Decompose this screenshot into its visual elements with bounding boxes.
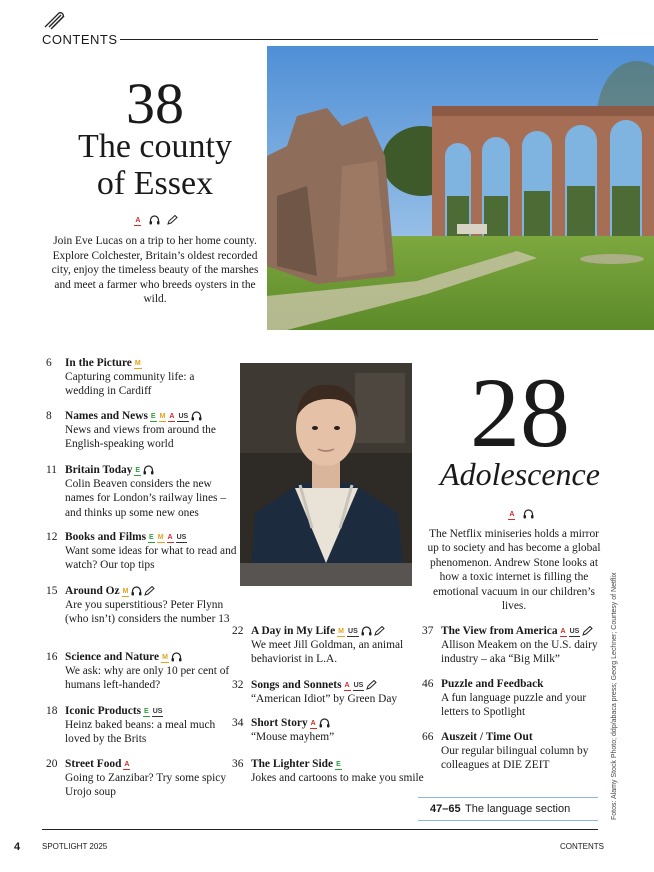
level-badge-m: M xyxy=(134,360,141,367)
header-rule xyxy=(120,39,598,40)
feature-page-number: 38 xyxy=(126,71,184,136)
level-badge-m: M xyxy=(338,628,345,635)
entry-description: Going to Zanzibar? Try some spicy Urojo soup xyxy=(65,772,227,799)
level-badge-a: A xyxy=(167,534,173,541)
level-badge-a: A xyxy=(135,217,141,224)
feature-description: The Netflix miniseries holds a mirror up to society and has become a global phenomenon. Andrew Stone looks at how a toxic internet is filling the emotional vacuum in our children’s lives. xyxy=(427,528,601,613)
level-badge-a: A xyxy=(509,511,515,518)
headphones-icon xyxy=(319,718,330,728)
entry-title: Names and News xyxy=(65,410,148,422)
entry-description: We ask: why are only 10 per cent of humans left-handed? xyxy=(65,665,230,692)
headphones-icon xyxy=(149,215,160,225)
pencil-icon xyxy=(374,626,385,636)
entry-description: News and views from around the English-speaking world xyxy=(65,424,216,451)
level-badge-us: US xyxy=(176,534,187,541)
level-badge-m: M xyxy=(122,588,129,595)
magazine-name: SPOTLIGHT 2025 xyxy=(42,842,108,851)
headphones-icon xyxy=(361,626,372,636)
entry-page-number: 46 xyxy=(422,678,434,690)
headphones-icon xyxy=(191,411,202,421)
entry-page-number: 66 xyxy=(422,731,434,743)
colchester-ruins-photo xyxy=(267,46,654,330)
pencil-icon xyxy=(582,626,593,636)
adolescence-still-photo xyxy=(240,363,412,586)
level-badge-a: A xyxy=(310,720,316,727)
feature-page-number: 28 xyxy=(470,357,570,468)
page-number: 4 xyxy=(14,841,21,853)
level-badge-m: M xyxy=(157,534,164,541)
entry-page-number: 34 xyxy=(232,717,244,729)
entry-description: Allison Meakem on the U.S. dairy industry – aka “Big Milk” xyxy=(441,639,598,666)
entry-title: Street Food xyxy=(65,758,122,770)
entry-page-number: 20 xyxy=(46,758,58,770)
entry-title: Britain Today xyxy=(65,464,133,476)
language-section-label: The language section xyxy=(465,803,571,815)
entry-page-number: 11 xyxy=(46,464,57,476)
entry-description: Our regular bilingual column by colleagues at DIE ZEIT xyxy=(441,745,589,772)
paperclip-logo-icon xyxy=(42,10,68,30)
headphones-icon xyxy=(143,465,154,475)
level-badge-e: E xyxy=(144,708,149,715)
entry-title: The View from America xyxy=(441,625,558,637)
language-section-range: 47–65 xyxy=(430,803,461,815)
entry-page-number: 8 xyxy=(46,410,52,422)
entry-title: Puzzle and Feedback xyxy=(441,678,544,690)
level-badge-e: E xyxy=(135,467,141,474)
feature-level-icons xyxy=(105,208,205,227)
entry-title: Auszeit / Time Out xyxy=(441,731,533,743)
entry-title: In the Picture xyxy=(65,357,132,369)
feature-title: Adolescence xyxy=(440,456,600,492)
entry-page-number: 16 xyxy=(46,651,58,663)
entry-description: “Mouse mayhem” xyxy=(251,731,335,744)
level-badge-m: M xyxy=(162,654,168,661)
headphones-icon xyxy=(523,509,534,519)
level-badge-a: A xyxy=(169,413,175,420)
entry-description: Are you superstitious? Peter Flynn (who isn’t) considers the number 13 xyxy=(65,599,230,626)
pencil-icon xyxy=(167,215,178,225)
level-badge-e: E xyxy=(150,413,156,420)
level-badge-e: E xyxy=(149,534,154,541)
entry-description: A fun language puzzle and your letters to Spotlight xyxy=(441,692,587,719)
headphones-icon xyxy=(131,586,142,596)
entry-page-number: 36 xyxy=(232,758,244,770)
entry-page-number: 37 xyxy=(422,625,434,637)
level-badge-a: A xyxy=(124,761,130,768)
headphones-icon xyxy=(171,652,182,662)
level-badge-us: US xyxy=(569,628,580,635)
entry-description: “American Idiot” by Green Day xyxy=(251,693,398,706)
entry-title: Iconic Products xyxy=(65,705,142,717)
feature-title-line: of Essex xyxy=(96,165,214,202)
pencil-icon xyxy=(144,586,155,596)
feature-description: Join Eve Lucas on a trip to her home county. Explore Colchester, Britain’s oldest recorded city, enjoy the timeless beauty of the marshes and meet a farmer who breeds oysters in the wild. xyxy=(51,235,259,306)
entry-description: Capturing community life: a wedding in Cardiff xyxy=(65,371,195,398)
section-label: CONTENTS xyxy=(42,32,118,47)
feature-title xyxy=(60,128,250,202)
level-badge-us: US xyxy=(178,413,189,420)
level-badge-a: A xyxy=(560,628,566,635)
entry-description: We meet Jill Goldman, an animal behaviorist in L.A. xyxy=(251,639,404,666)
entry-description: Want some ideas for what to read and watch? Our top tips xyxy=(65,545,237,572)
level-badge-m: M xyxy=(159,413,166,420)
section-name: CONTENTS xyxy=(560,842,604,851)
level-badge-us: US xyxy=(348,628,358,635)
entry-page-number: 15 xyxy=(46,585,58,597)
entry-title: Around Oz xyxy=(65,585,120,597)
entry-title: Books and Films xyxy=(65,531,147,543)
feature-title-line: The county xyxy=(78,128,232,165)
level-badge-us: US xyxy=(152,708,163,715)
entry-description: Colin Beaven considers the new names for London’s railway lines – and thinks up some new ones xyxy=(65,478,227,519)
entry-page-number: 32 xyxy=(232,679,244,691)
entry-page-number: 22 xyxy=(232,625,244,637)
entry-page-number: 18 xyxy=(46,705,58,717)
entry-title: Songs and Sonnets xyxy=(251,679,342,691)
footer-rule xyxy=(42,829,598,830)
level-badge-a: A xyxy=(344,682,350,689)
pencil-icon xyxy=(366,680,377,690)
entry-title: Science and Nature xyxy=(65,651,160,663)
entry-description: Heinz baked beans: a meal much loved by the Brits xyxy=(65,719,216,746)
entry-title: A Day in My Life xyxy=(251,625,336,637)
entry-description: Jokes and cartoons to make you smile xyxy=(251,772,424,785)
feature-level-icons xyxy=(480,502,560,521)
level-badge-e: E xyxy=(336,761,341,768)
entry-page-number: 12 xyxy=(46,531,58,543)
level-badge-us: US xyxy=(353,682,364,689)
entry-title: The Lighter Side xyxy=(251,758,334,770)
language-section-box xyxy=(418,797,598,821)
photo-credits: Fotos: Alamy Stock Photo; ddp/abaca press; Georg Lechner; Courtesy of Netflix xyxy=(611,572,618,820)
entry-page-number: 6 xyxy=(46,357,52,369)
entry-title: Short Story xyxy=(251,717,308,729)
